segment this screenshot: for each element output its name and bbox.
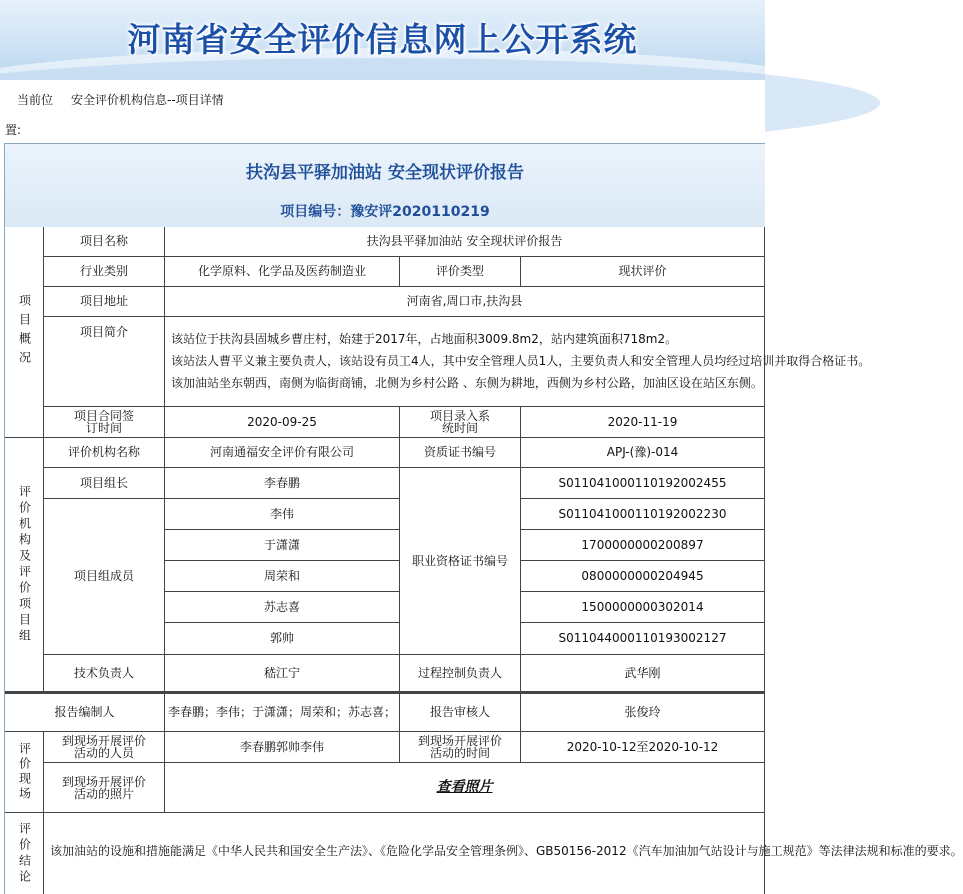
eval-type-value: 现状评价 — [521, 257, 765, 287]
section-site-label: 评价现场 — [5, 732, 44, 813]
org-name-label: 评价机构名称 — [44, 438, 165, 468]
breadcrumb-label: 置: — [5, 123, 22, 137]
reviewer-label: 报告审核人 — [400, 692, 521, 732]
industry-label: 行业类别 — [44, 257, 165, 287]
eval-type-label: 评价类型 — [400, 257, 521, 287]
entry-date-label: 项目录入系统时间 — [400, 407, 521, 438]
leader-label: 项目组长 — [44, 468, 165, 499]
member-cert: 0800000000204945 — [521, 561, 765, 592]
address-value: 河南省,周口市,扶沟县 — [165, 287, 765, 317]
site-photos-label: 到现场开展评价活动的照片 — [44, 763, 165, 813]
process-lead-value: 武华刚 — [521, 655, 765, 692]
report-title: 扶沟县平驿加油站 安全现状评价报告 — [246, 163, 524, 183]
report-number: 项目编号：豫安评2020110219 — [280, 204, 490, 220]
intro-label: 项目简介 — [44, 317, 165, 407]
view-photos-link[interactable]: 查看照片 — [436, 779, 493, 795]
member-name: 郭帅 — [165, 623, 400, 655]
member-name: 李伟 — [165, 499, 400, 530]
contract-date-value: 2020-09-25 — [165, 407, 400, 438]
member-cert: S011044000110193002127 — [521, 623, 765, 655]
member-name: 于潇潇 — [165, 530, 400, 561]
org-name-value: 河南通福安全评价有限公司 — [165, 438, 400, 468]
contract-date-label: 项目合同签订时间 — [44, 407, 165, 438]
cert-value: APJ-(豫)-014 — [521, 438, 765, 468]
entry-date-value: 2020-11-19 — [521, 407, 765, 438]
authors-label: 报告编制人 — [5, 692, 165, 732]
breadcrumb-label: 当前位 — [17, 93, 54, 107]
leader-cert: S011041000110192002455 — [521, 468, 765, 499]
member-cert: 1700000000200897 — [521, 530, 765, 561]
project-name-label: 项目名称 — [44, 227, 165, 257]
section-overview-label: 项目概况 — [5, 227, 44, 438]
breadcrumb-bar — [0, 80, 765, 143]
section-agency-label: 评价机构及评价项目组 — [5, 438, 44, 692]
project-name-value: 扶沟县平驿加油站 安全现状评价报告 — [165, 227, 765, 257]
qual-cert-label: 职业资格证书编号 — [400, 468, 521, 655]
tech-lead-label: 技术负责人 — [44, 655, 165, 692]
site-title: 河南省安全评价信息网上公开系统 — [127, 20, 638, 59]
process-lead-label: 过程控制负责人 — [400, 655, 521, 692]
site-photos-cell — [165, 763, 765, 813]
industry-value: 化学原料、化学品及医药制造业 — [165, 257, 400, 287]
site-time-value: 2020-10-12至2020-10-12 — [521, 732, 765, 763]
member-name: 周荣和 — [165, 561, 400, 592]
site-banner — [0, 0, 765, 80]
intro-line: 该加油站坐东朝西，南侧为临街商铺，北侧为乡村公路 、东侧为耕地，西侧为乡村公路，加油区设在站区东侧。 — [171, 376, 763, 390]
address-label: 项目地址 — [44, 287, 165, 317]
intro-line: 该站位于扶沟县固城乡曹庄村，始建于2017年，占地面积3009.8m2，站内建筑面积718m2。 — [171, 332, 678, 346]
breadcrumb-path[interactable]: 安全评价机构信息--项目详情 — [71, 93, 224, 107]
site-people-label: 到现场开展评价活动的人员 — [44, 732, 165, 763]
member-cert: 1500000000302014 — [521, 592, 765, 623]
intro-line: 该站法人曹平义兼主要负责人，该站设有员工4人，其中安全管理人员1人，主要负责人和安全管理人员均经过培训并取得合格证书。 — [171, 354, 871, 368]
conclusion-text: 该加油站的设施和措施能满足《中华人民共和国安全生产法》、《危险化学品安全管理条例》、GB50156-2012《汽车加油加气站设计与施工规范》等法律法规和标准的要求。 — [44, 813, 765, 894]
cert-label: 资质证书编号 — [400, 438, 521, 468]
site-time-label: 到现场开展评价活动的时间 — [400, 732, 521, 763]
members-label: 项目组成员 — [44, 499, 165, 655]
site-people-value: 李春鹏郭帅李伟 — [165, 732, 400, 763]
tech-lead-value: 嵇江宁 — [165, 655, 400, 692]
intro-value — [165, 317, 871, 407]
section-conclusion-label: 评价结论 — [5, 813, 44, 894]
member-name: 苏志喜 — [165, 592, 400, 623]
leader-name: 李春鹏 — [165, 468, 400, 499]
reviewer-value: 张俊玲 — [521, 692, 765, 732]
member-cert: S011041000110192002230 — [521, 499, 765, 530]
authors-value: 李春鹏；李伟；于潇潇；周荣和；苏志喜； — [165, 692, 400, 732]
